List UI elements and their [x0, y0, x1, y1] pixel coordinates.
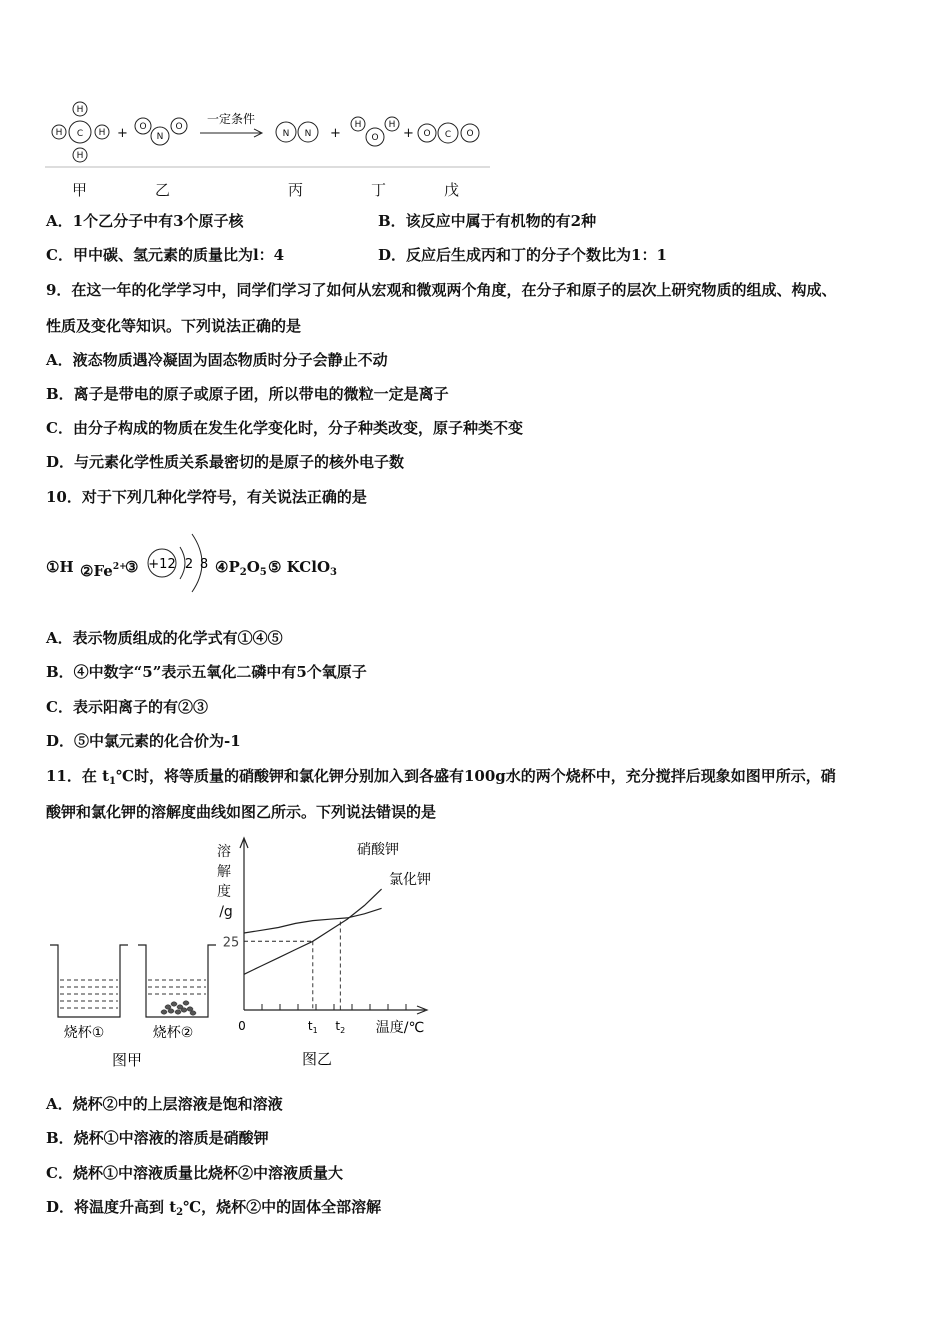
q8-option-a: A．1个乙分子中有3个原子核 — [46, 212, 244, 230]
beaker-1-label: 烧杯① — [63, 1025, 105, 1041]
q11-option-c: C．烧杯①中溶液质量比烧杯②中溶液质量大 — [46, 1164, 343, 1182]
q11-option-b: B．烧杯①中溶液的溶质是硝酸钾 — [46, 1129, 269, 1147]
q10-option-d: D．⑤中氯元素的化合价为-1 — [46, 732, 241, 750]
reaction-diagram — [40, 95, 500, 175]
svg-text:O: O — [139, 122, 147, 132]
q8-option-b: B．该反应中属于有机物的有2种 — [378, 212, 597, 230]
svg-text:+: + — [117, 126, 128, 141]
beaker-2-label: 烧杯② — [152, 1025, 194, 1041]
svg-text:O: O — [175, 122, 183, 132]
figure-a-beakers — [40, 935, 220, 1075]
y-label-char-4: /g — [219, 904, 233, 920]
svg-text:N: N — [282, 129, 290, 139]
svg-text:O: O — [371, 133, 379, 143]
q9-option-a: A．液态物质遇冷凝固为固态物质时分子会静止不动 — [46, 351, 388, 369]
svg-text:N: N — [156, 132, 164, 142]
svg-text:+: + — [403, 126, 414, 141]
q9-stem-line2: 性质及变化等知识。下列说法正确的是 — [46, 317, 302, 335]
nucleus-charge: +12 — [148, 557, 176, 572]
q8-option-c: C．甲中碳、氢元素的质量比为l：4 — [46, 246, 285, 264]
svg-text:+: + — [330, 126, 341, 141]
beaker-1 — [50, 945, 128, 1017]
figure-b-caption: 图乙 — [301, 1050, 333, 1068]
caption-yi: 乙 — [155, 181, 171, 199]
kno3-curve — [244, 889, 382, 974]
svg-text:N: N — [304, 129, 312, 139]
q10-stem: 10．对于下列几种化学符号，有关说法正确的是 — [46, 488, 367, 506]
kcl-curve — [244, 908, 382, 933]
svg-text:C: C — [444, 130, 452, 140]
caption-jia: 甲 — [72, 181, 88, 199]
svg-text:H: H — [76, 105, 84, 115]
q10-option-c: C．表示阳离子的有②③ — [46, 698, 208, 716]
q10-option-b: B．④中数字“5”表示五氧化二磷中有5个氧原子 — [46, 663, 367, 681]
x-axis-ticks — [262, 1004, 406, 1010]
q11-stem-line1: 11．在 $t_1℃$时，将等质量的硝酸钾和氯化钾分别加入到各盛有100g水的两个烧杯中，充分搅拌后现象如图甲所示，硝 — [46, 767, 836, 787]
figure-a-caption: 图甲 — [111, 1051, 143, 1069]
caption-ding: 丁 — [371, 181, 387, 199]
x-tick-t2: $t_2$ — [335, 1019, 346, 1035]
svg-text:H: H — [98, 128, 106, 138]
y-tick-25: 25 — [222, 935, 240, 951]
q10-option-a: A．表示物质组成的化学式有①④⑤ — [46, 629, 283, 647]
legend-kcl: 氯化钾 — [389, 872, 431, 888]
q8-option-d: D．反应后生成丙和丁的分子个数比为1：1 — [378, 246, 667, 264]
svg-text:H: H — [76, 151, 84, 161]
y-label-char-1: 溶 — [217, 844, 231, 860]
svg-text:O: O — [423, 129, 431, 139]
x-axis-label: 温度/℃ — [375, 1020, 425, 1036]
solubility-chart — [210, 832, 450, 1077]
svg-text:H: H — [354, 120, 362, 130]
arrow-condition: 一定条件 — [206, 112, 256, 126]
q9-stem-line1: 9．在这一年的化学学习中，同学们学习了如何从宏观和微观两个角度，在分子和原子的层次上研究物质的组成、构成、 — [46, 281, 837, 299]
legend-kno3: 硝酸钾 — [357, 842, 399, 858]
q9-option-d: D．与元素化学性质关系最密切的是原子的核外电子数 — [46, 453, 405, 471]
svg-text:C: C — [76, 129, 84, 139]
shell-1-electrons: 2 — [184, 557, 194, 572]
shell-2-electrons: 8 — [199, 557, 209, 572]
y-label-char-2: 解 — [217, 864, 231, 880]
q11-stem-line2: 酸钾和氯化钾的溶解度曲线如图乙所示。下列说法错误的是 — [46, 803, 437, 821]
q10-symbol-3-prefix: ③ — [125, 558, 139, 576]
x-tick-t1: $t_1$ — [307, 1019, 318, 1035]
q11-option-a: A．烧杯②中的上层溶液是饱和溶液 — [46, 1095, 283, 1113]
y-label-char-3: 度 — [217, 884, 231, 900]
svg-text:H: H — [55, 128, 63, 138]
q9-option-c: C．由分子构成的物质在发生化学变化时，分子种类改变，原子种类不变 — [46, 419, 523, 437]
q9-option-b: B．离子是带电的原子或原子团，所以带电的微粒一定是离子 — [46, 385, 449, 403]
caption-bing: 丙 — [288, 181, 304, 199]
q10-symbol-5: ⑤ KClO$_3$ — [268, 558, 337, 578]
q11-option-d: D．将温度升高到 $t_2℃$，烧杯②中的固体全部溶解 — [46, 1198, 382, 1218]
origin-label: 0 — [238, 1019, 246, 1033]
undissolved-solid — [161, 1001, 196, 1015]
caption-wu: 戊 — [444, 181, 460, 199]
q10-symbol-1: ①H — [46, 558, 74, 576]
svg-text:H: H — [388, 120, 396, 130]
q10-symbol-2: $②Fe^{2+}$ — [80, 562, 127, 580]
q10-symbol-4: $④P_2O_5$ — [215, 558, 267, 578]
svg-text:O: O — [466, 129, 474, 139]
